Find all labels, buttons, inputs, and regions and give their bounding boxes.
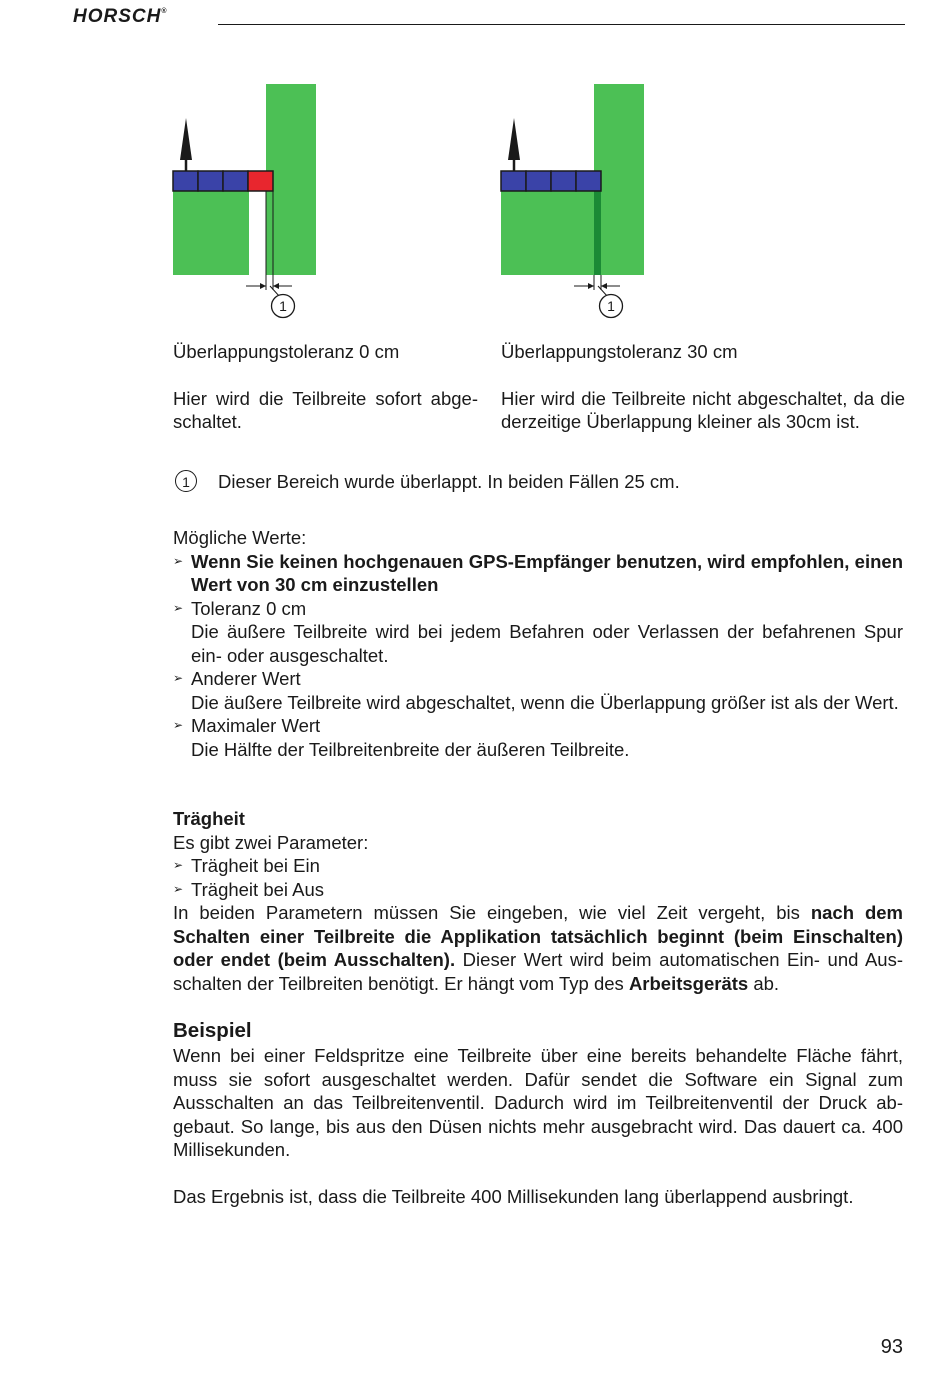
example-section bbox=[173, 1017, 903, 1208]
section-1 bbox=[501, 171, 526, 191]
caption-text: Hier wird die Teilbreite sofort abgeschaltet. bbox=[173, 387, 478, 432]
list-item bbox=[173, 714, 903, 761]
list-item bbox=[173, 667, 903, 714]
example-result: Das Ergebnis ist, dass die Teilbreite 400 Millisekunden lang überlappend ausbringt. bbox=[173, 1185, 854, 1207]
list-item-title: Maximaler Wert bbox=[191, 715, 321, 736]
section-1 bbox=[173, 171, 198, 191]
list-item-desc: Die äußere Teilbreite wird abgeschaltet, wenn die Überlappung größer ist als der Wert. bbox=[191, 691, 899, 713]
list-item-title: Trägheit bei Ein bbox=[191, 855, 320, 876]
bullet-arrow-icon: ➢ bbox=[173, 881, 184, 896]
list-item bbox=[173, 854, 903, 878]
overlap-strip bbox=[594, 191, 601, 275]
caption-left bbox=[173, 340, 478, 434]
caption-right bbox=[501, 340, 905, 434]
caption-title: Überlappungstoleranz 0 cm bbox=[173, 341, 400, 362]
inertia-paragraph: In beiden Parametern müssen Sie eingeben, wie viel Zeit vergeht, bis nach dem Schalten einer Teilbreite die Applikation tatsächlich beginnt (beim Einschalten) oder endet (beim Ausschalten). Dieser Wert wird beim automatischen Ein- und Ausschalten der Teilbreiten benötigt. Er hängt vom Typ des Arbeitsgeräts ab. bbox=[173, 902, 903, 994]
svg-text:1: 1 bbox=[607, 298, 615, 314]
possible-values bbox=[173, 526, 903, 761]
note-text: Dieser Bereich wurde überlappt. In beiden Fällen 25 cm. bbox=[218, 471, 680, 492]
bullet-arrow-icon: ➢ bbox=[173, 553, 184, 568]
page-header bbox=[73, 6, 905, 28]
svg-text:1: 1 bbox=[279, 298, 287, 314]
page-number: 93 bbox=[880, 1336, 903, 1358]
section-2 bbox=[198, 171, 223, 191]
horsch-logo: HORSCH® bbox=[73, 6, 168, 27]
list-item-title: Toleranz 0 cm bbox=[191, 597, 307, 619]
section-3 bbox=[223, 171, 248, 191]
example-heading: Beispiel bbox=[173, 1019, 252, 1042]
bullet-arrow-icon: ➢ bbox=[173, 600, 184, 615]
example-paragraph: Wenn bei einer Feldspritze eine Teilbreite über eine bereits behandelte Fläche fährt, muss sie sofort ausgeschaltet werden. Dafür sendet die Software ein Signal zum Ausschalten an das Teilbreitenventil. Dadurch wird im Teilbreitenventil der Druck abgebaut. So lange, bis aus den Düsen nichts mehr ausgebracht wird. Das dauert ca. 400 Millisekunden. bbox=[173, 1045, 903, 1160]
diagram-tolerance-0 bbox=[172, 80, 352, 325]
header-rule bbox=[218, 24, 905, 25]
list-item-title: Wenn Sie keinen hochgenauen GPS-Empfänger benutzen, wird empfohlen, einen Wert von 30 cm einzustellen bbox=[191, 550, 903, 595]
list-item-desc: Die äußere Teilbreite wird bei jedem Befahren oder Verlassen der befahrenen Spur ein- oder ausgeschaltet. bbox=[191, 621, 903, 666]
section-4-on bbox=[576, 171, 601, 191]
inertia-heading: Trägheit bbox=[173, 808, 245, 829]
values-intro: Mögliche Werte: bbox=[173, 527, 307, 548]
marker-circle: 1 bbox=[175, 470, 197, 492]
worked-area bbox=[501, 181, 601, 275]
bullet-arrow-icon: ➢ bbox=[173, 671, 184, 685]
legend-note bbox=[173, 470, 873, 496]
worked-area bbox=[173, 181, 249, 275]
section-2 bbox=[526, 171, 551, 191]
bullet-arrow-icon: ➢ bbox=[173, 858, 184, 872]
list-item bbox=[173, 550, 903, 597]
inertia-section bbox=[173, 807, 903, 995]
caption-text: Hier wird die Teilbreite nicht abgeschaltet, da die derzeitige Überlappung kleiner als 30cm ist. bbox=[501, 387, 905, 432]
list-item-desc: Die Hälfte der Teilbreitenbreite der äußeren Teilbreite. bbox=[191, 738, 630, 760]
diagram-tolerance-30 bbox=[500, 80, 680, 325]
list-item-title: Anderer Wert bbox=[191, 668, 301, 689]
bullet-arrow-icon: ➢ bbox=[173, 718, 184, 732]
section-4-off bbox=[248, 171, 273, 191]
list-item bbox=[173, 597, 903, 668]
list-item bbox=[173, 878, 903, 902]
list-item-title: Trägheit bei Aus bbox=[191, 878, 325, 900]
section-3 bbox=[551, 171, 576, 191]
caption-title: Überlappungstoleranz 30 cm bbox=[501, 341, 738, 362]
inertia-intro: Es gibt zwei Parameter: bbox=[173, 831, 369, 853]
